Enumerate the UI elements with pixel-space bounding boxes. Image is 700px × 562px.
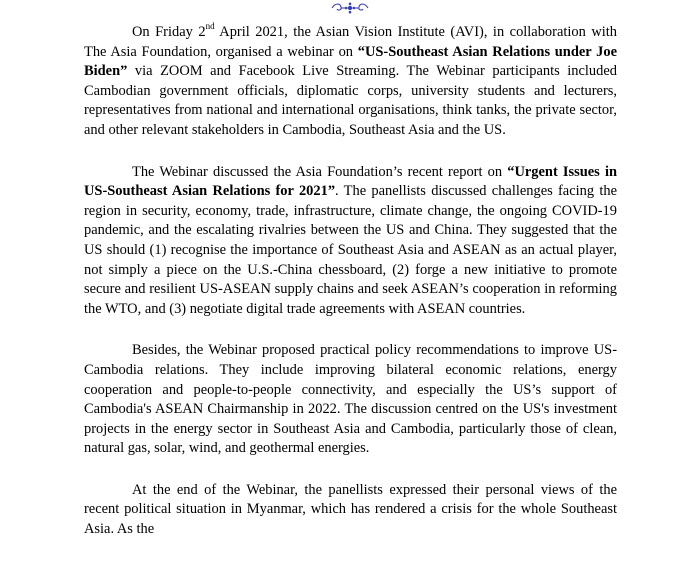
webinar-title: “US-Southeast Asian Relations under Joe Biden”	[84, 43, 617, 80]
paragraph-panellist-views: At the end of the Webinar, the panellists expressed their personal views of the recent political situation in Myanmar, which has rendered a crisis for the whole Southeast Asia. As the	[84, 481, 617, 538]
report-title: “Urgent Issues in US-Southeast Asian Relations for 2021”	[84, 163, 617, 200]
p1-text-1: On Friday 2	[132, 24, 206, 40]
flourish-ornament-svg	[330, 1, 370, 15]
p1-date-superscript: nd	[205, 21, 215, 32]
p2-text-2: . The panellists discussed challenges facing the region in security, economy, trade, infrastructure, climate change, the ongoing COVID-19 pandemic, and the escalating rivalries between the US and China. They suggested that the US should (1) recognise the importance of Southeast Asia and ASEAN as an actual player, not simply a piece on the U.S.-China chessboard, (2) forge a new initiative to promote secure and resilient US-ASEAN supply chains and seek ASEAN’s cooperation in reforming the WTO, and (3) negotiate digital trade agreements with ASEAN countries.	[84, 183, 617, 317]
flourish-ornament-icon	[0, 0, 700, 16]
paragraph-report-discussion	[84, 163, 617, 320]
paragraph-webinar-intro	[84, 23, 617, 141]
document-body	[84, 23, 617, 562]
p1-text-3: via ZOOM and Facebook Live Streaming. The Webinar participants included Cambodian government officials, diplomatic corps, university students and lecturers, representatives from national and international organisations, think tanks, the private sector, and other relevant stakeholders in Cambodia, Southeast Asia and the US.	[84, 63, 617, 138]
p1-text-2: April 2021, the Asian Vision Institute (AVI), in collaboration with The Asia Foundation, organised a webinar on	[84, 24, 617, 60]
p2-text-1: The Webinar discussed the Asia Foundation’s recent report on	[132, 163, 508, 180]
paragraph-policy-recommendations: Besides, the Webinar proposed practical policy recommendations to improve US-Cambodia relations. They include improving bilateral economic relations, energy cooperation and people-to-people connectivity, and especially the US’s support of Cambodia's ASEAN Chairmanship in 2022. The discussion centred on the US's investment projects in the energy sector in Southeast Asia and Cambodia, particularly those of clean, natural gas, solar, wind, and geothermal energies.	[84, 342, 617, 457]
